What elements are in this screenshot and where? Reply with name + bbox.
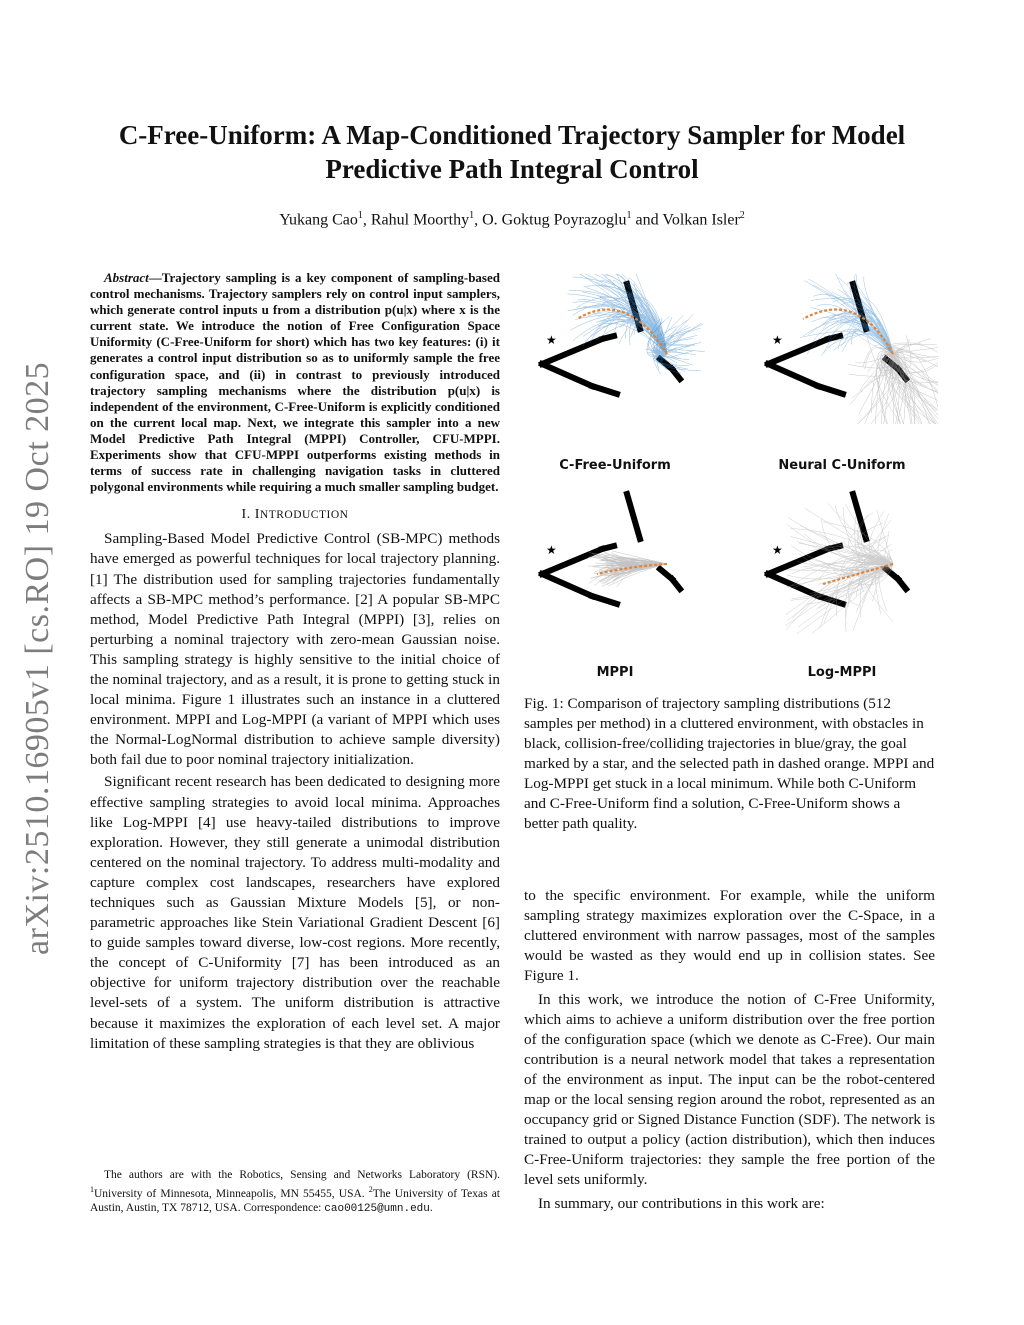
footnote-text: University of Minnesota, Minneapolis, MN 55455, USA. xyxy=(94,1187,365,1200)
section-title-rest: NTRODUCTION xyxy=(259,509,349,522)
affiliation-mark: 2 xyxy=(368,1184,373,1194)
author-name: Rahul Moorthy xyxy=(370,211,470,229)
obstacle xyxy=(602,546,614,549)
panel-label: MPPI xyxy=(596,665,634,680)
trajectory-plot-log-mppi xyxy=(758,484,938,634)
trajectory-bundle xyxy=(567,274,667,354)
obstacle xyxy=(592,596,617,604)
panel-label: Log-MPPI xyxy=(807,665,877,680)
panel-label: C-Free-Uniform xyxy=(559,458,671,473)
obstacle xyxy=(592,386,617,394)
obstacle xyxy=(672,579,680,589)
figure-caption: Fig. 1: Comparison of trajectory sampling distributions (512 samples per method) in a cluttered environment, with obstacles in black, collision-free/colliding trajectories in blue/gray, the goal marked by a star, and the selected path in dashed orange. MPPI and Log-MPPI get stuck in a local minimum. While both C-Uniform and C-Free-Uniform find a solution, C-Free-Uniform shows a better path quality. xyxy=(524,695,935,832)
obstacle xyxy=(542,364,592,386)
footnote-period: . xyxy=(429,1201,433,1214)
panel-neural-c-uniform xyxy=(758,274,938,424)
title-line-1: C-Free-Uniform: A Map-Conditioned Trajectory Sampler for Model xyxy=(118,120,906,150)
left-column xyxy=(90,270,500,1054)
obstacle xyxy=(627,494,640,539)
trajectory-sample xyxy=(858,354,893,424)
panel-mppi xyxy=(532,484,712,634)
goal-star-icon: ★ xyxy=(772,543,783,557)
goal-star-icon: ★ xyxy=(546,543,557,557)
abstract-dash: — xyxy=(148,270,162,285)
author-name: Volkan Isler xyxy=(662,211,740,229)
section-heading-introduction xyxy=(90,507,500,523)
affiliation-mark: 1 xyxy=(90,1184,94,1194)
obstacle xyxy=(898,579,906,589)
section-numeral: I. xyxy=(241,507,251,523)
trajectory-sample xyxy=(854,354,893,424)
paper-title xyxy=(90,118,934,186)
panel-c-free-uniform xyxy=(532,274,712,424)
author-name: O. Goktug Poyrazoglu xyxy=(482,211,627,229)
author-list: Yukang Cao$^1$, Rahul Moorthy$^1$, O. Goktug Poyrazoglu$^1$ and Volkan Isler$^2$ xyxy=(279,210,745,229)
arxiv-stamp: arXiv:2510.16905v1 [cs.RO] 19 Oct 2025 xyxy=(19,361,56,955)
affiliation-mark: 1 xyxy=(357,210,363,221)
trajectory-plot-c-free-uniform xyxy=(532,274,712,424)
abstract-text: Trajectory sampling is a key component of sampling-based control mechanisms. Trajectory samplers rely on control input samplers, which generate control inputs u from a distribution p(u|x) where x is the current state. We introduce the notion of Free Configuration Space Uniformity (C-Free-Uniform for short) which has two key features: (i) it generates a control input distribution so as to uniformly sample the free configuration space, and (ii) in contrast to previously introduced trajectory sampling mechanisms where the distribution p(u|x) is independent of the environment, C-Free-Uniform is explicitly conditioned on the current local map. Next, we integrate this sampler into a new Model Predictive Path Integral (MPPI) Controller, CFU-MPPI. Experiments show that CFU-MPPI outperforms existing methods in terms of success rate in challenging navigation tasks in cluttered polygonal environments while requiring a much smaller sampling budget. xyxy=(90,270,500,495)
obstacle xyxy=(768,364,818,386)
right-column xyxy=(524,272,935,1214)
author-conjunction: and xyxy=(635,211,659,229)
right-paragraph-1: to the specific environment. For example, while the uniform sampling strategy maximizes exploration over the C-Space, in a cluttered environment with narrow passages, most of the samples would be wasted as they would end up in collision states. See Figure 1. xyxy=(524,887,935,984)
trajectory-plot-mppi xyxy=(532,484,712,634)
title-line-2: Predictive Path Integral Control xyxy=(325,154,699,184)
panel-log-mppi xyxy=(758,484,938,634)
obstacle-group xyxy=(542,494,680,604)
section-title-initial: I xyxy=(254,507,260,523)
correspondence-email[interactable]: cao00125@umn.edu xyxy=(324,1202,430,1215)
footnote-text: The authors are with the Robotics, Sensing and Networks Laboratory (RSN). xyxy=(104,1169,500,1181)
obstacle xyxy=(768,574,818,596)
goal-star-icon: ★ xyxy=(772,333,783,347)
trajectory-bundle xyxy=(848,332,938,424)
obstacle xyxy=(818,386,843,394)
right-paragraph-3: In summary, our contributions in this work are: xyxy=(538,1195,825,1212)
affiliation-mark: 1 xyxy=(626,210,632,221)
abstract-label: Abstract xyxy=(104,270,149,285)
intro-paragraph-1: Sampling-Based Model Predictive Control (SB-MPC) methods have emerged as powerful techniques for local trajectory planning. [1] The distribution used for sampling trajectories fundamentally affects a SB-MPC method’s performance. [2] A popular SB-MPC method, Model Predictive Path Integral (MPPI) [3], relies on perturbing a nominal trajectory with zero-mean Gaussian noise. This sampling strategy is highly sensitive to the initial choice of the nominal trajectory, and as a result, it is prone to getting stuck in local minima. Figure 1 illustrates such an instance in a cluttered environment. MPPI and Log-MPPI (a variant of MPPI which uses the Normal-LogNormal distribution to achieve sample diversity) both fail due to poor nominal trajectory initialization. xyxy=(90,530,500,769)
intro-paragraph-2: Significant recent research has been dedicated to designing more effective sampling strategies to avoid local minima. Approaches like Log-MPPI [4] use heavy-tailed distributions to improve exploration. However, they still generate a unimodal distribution centered on the nominal trajectory. To address multi-modality and capture complex cost landscapes, researchers have explored techniques such as Gaussian Mixture Models [5], or non-parametric approaches like Stein Variational Gradient Descent [6] to guide samples toward diverse, low-cost regions. More recently, the concept of C-Uniformity [7] has been introduced as an objective for uniform trajectory distribution over the reachable level-sets of a system. The uniform distribution is attractive because it maximizes the exploration of each level set. A major limitation of these sampling strategies is that they are oblivious xyxy=(90,773,500,1052)
footnote-text: The University of Texas at Austin, Austin, TX 78712, USA. Correspondence: xyxy=(90,1187,500,1214)
author-name: Yukang Cao xyxy=(279,211,358,229)
abstract xyxy=(90,270,500,495)
goal-star-icon: ★ xyxy=(546,333,557,347)
right-paragraph-2: In this work, we introduce the notion of C-Free Uniformity, which aims to achieve a uniform distribution over the free portion of the configuration space (which we denote as C-Free). Our main contribution is a neural network model that takes a representation of the environment as input. The input can be the robot-centered map or the local sensing region around the robot, represented as an occupancy grid or Signed Distance Function (SDF). The network is trained to output a policy (action distribution), which then induces C-Free-Uniform trajectories: they sample the free portion of the level sets uniformly. xyxy=(524,991,935,1188)
affiliation-mark: 1 xyxy=(469,210,475,221)
footnote xyxy=(90,1168,500,1216)
figure-1 xyxy=(524,272,935,684)
trajectory-plot-neural-c-uniform xyxy=(758,274,938,424)
obstacle xyxy=(602,336,614,339)
obstacle xyxy=(672,369,680,379)
affiliation-mark: 2 xyxy=(739,210,745,221)
panel-label: Neural C-Uniform xyxy=(778,458,906,473)
obstacle xyxy=(542,574,592,596)
